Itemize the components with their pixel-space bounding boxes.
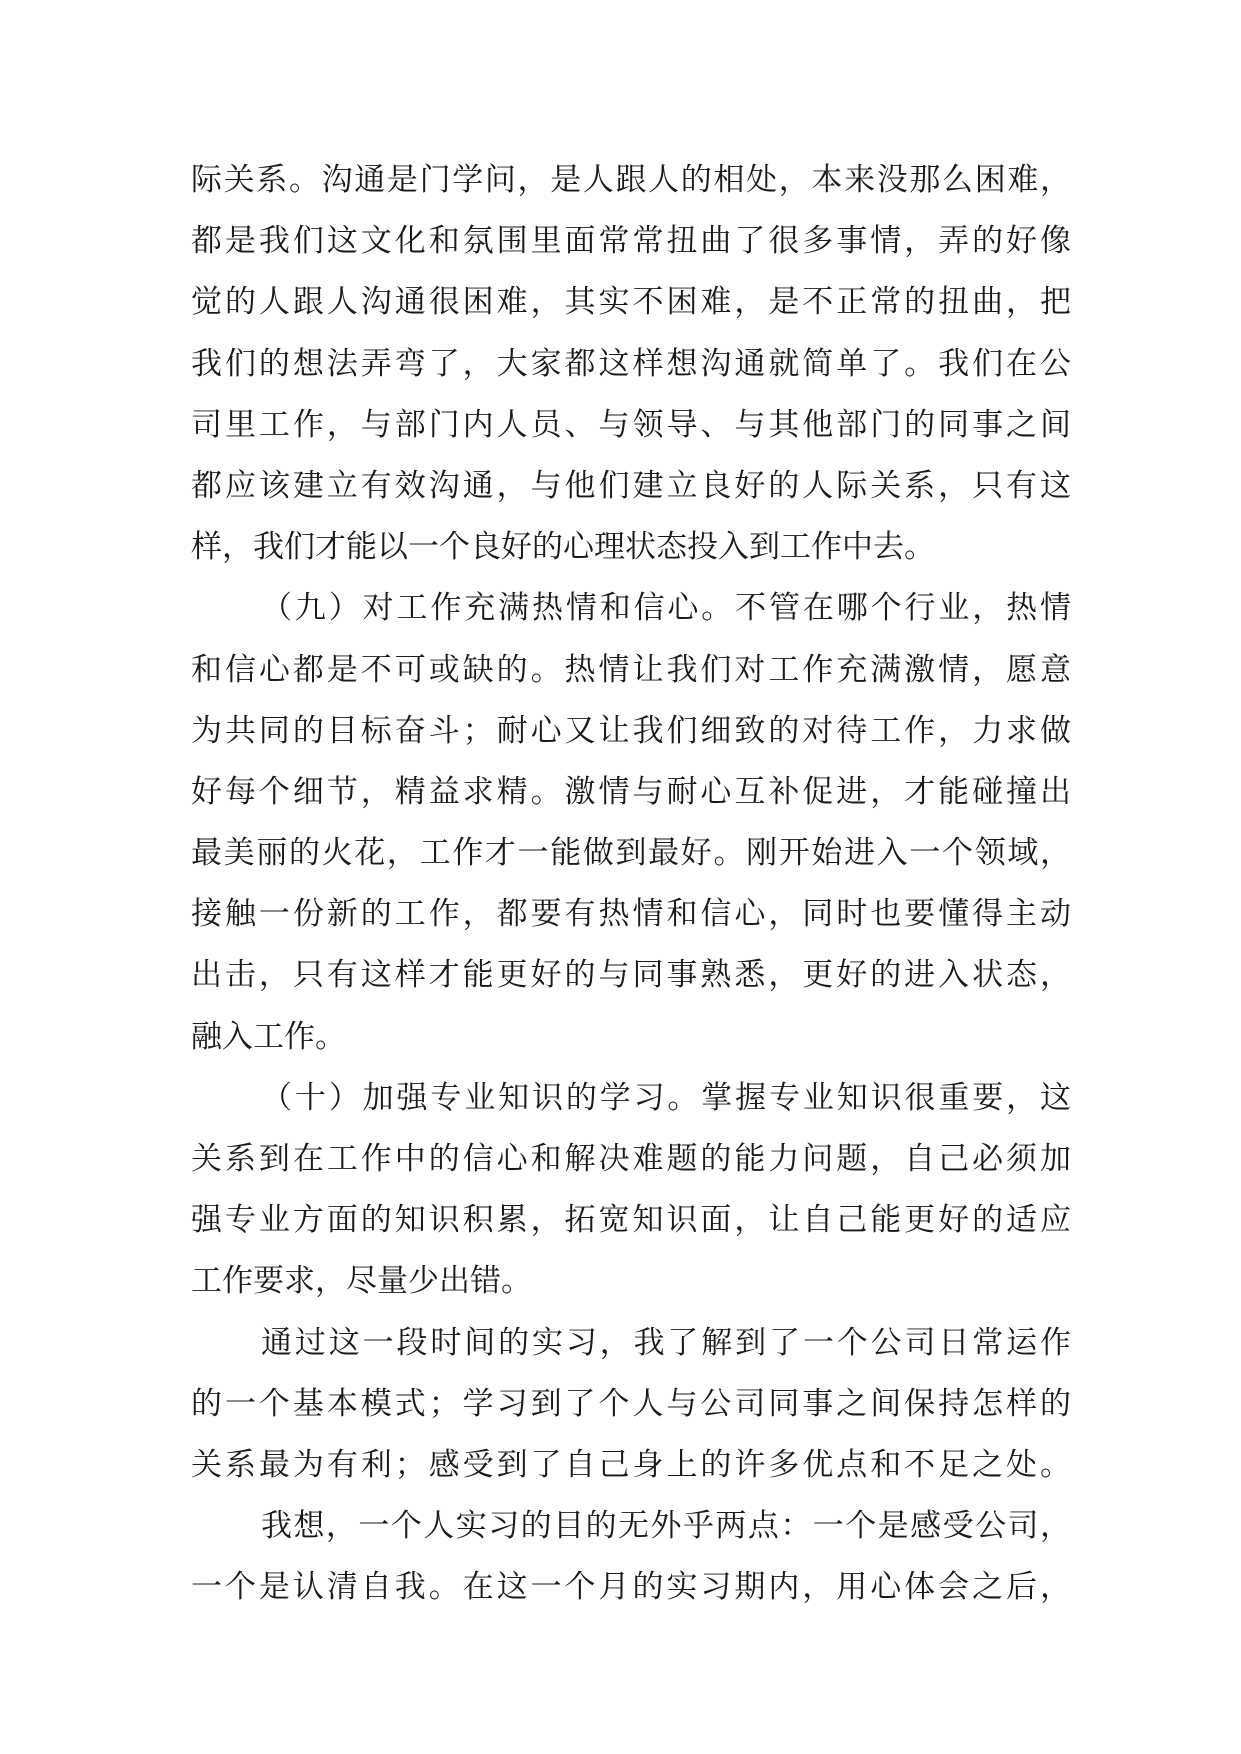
- text-line: 强专业方面的知识积累，拓宽知识面，让自己能更好的适应: [191, 1202, 1071, 1239]
- text-line: 好每个细节，精益求精。激情与耐心互补促进，才能碰撞出: [191, 773, 1071, 810]
- text-line: 样，我们才能以一个良好的心理状态投入到工作中去。: [191, 529, 935, 566]
- text-line: 关系到在工作中的信心和解决难题的能力问题，自己必须加: [191, 1141, 1071, 1177]
- text-line: 接触一份新的工作，都要有热情和信心，同时也要懂得主动: [191, 896, 1071, 933]
- text-line: 融入工作。: [191, 1018, 346, 1055]
- text-line: 司里工作，与部门内人员、与领导、与其他部门的同事之间: [191, 406, 1071, 443]
- text-line: 工作要求，尽量少出错。: [191, 1263, 532, 1300]
- text-line: 最美丽的火花，工作才一能做到最好。刚开始进入一个领域，: [191, 835, 1071, 872]
- text-line: 觉的人跟人沟通很困难，其实不困难，是不正常的扭曲，把: [191, 284, 1071, 321]
- text-line: 一个是认清自我。在这一个月的实习期内，用心体会之后，: [191, 1569, 1071, 1606]
- text-line: 我们的想法弄弯了，大家都这样想沟通就简单了。我们在公: [191, 345, 1071, 382]
- text-line: 出击，只有这样才能更好的与同事熟悉，更好的进入状态，: [191, 957, 1071, 994]
- text-line: （九）对工作充满热情和信心。不管在哪个行业，热情: [261, 590, 1071, 627]
- text-line: 关系最为有利；感受到了自己身上的许多优点和不足之处。: [191, 1446, 1071, 1483]
- text-line: 的一个基本模式；学习到了个人与公司同事之间保持怎样的: [191, 1385, 1071, 1422]
- text-line: 通过这一段时间的实习，我了解到了一个公司日常运作: [261, 1324, 1071, 1361]
- text-line: 际关系。沟通是门学问，是人跟人的相处，本来没那么困难，: [191, 162, 1071, 198]
- text-line: 为共同的目标奋斗；耐心又让我们细致的对待工作，力求做: [191, 712, 1071, 749]
- text-line: 都应该建立有效沟通，与他们建立良好的人际关系，只有这: [191, 467, 1071, 504]
- text-line: 都是我们这文化和氛围里面常常扭曲了很多事情，弄的好像: [191, 223, 1071, 260]
- text-line: 我想，一个人实习的目的无外乎两点：一个是感受公司，: [261, 1508, 1071, 1545]
- text-line: （十）加强专业知识的学习。掌握专业知识很重要，这: [261, 1079, 1071, 1116]
- text-line: 和信心都是不可或缺的。热情让我们对工作充满激情，愿意: [191, 651, 1071, 688]
- body-text: [191, 150, 1071, 1619]
